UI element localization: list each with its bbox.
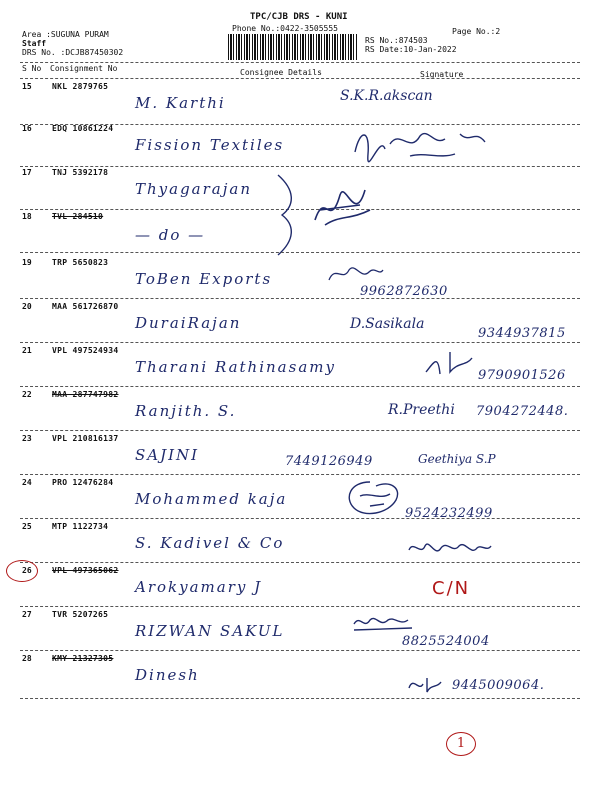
consignee-name: RIZWAN SAKUL xyxy=(135,622,285,640)
signature-scribble xyxy=(350,612,420,634)
consignee-name: DuraiRajan xyxy=(135,314,242,332)
header-divider xyxy=(20,62,580,63)
receiver-signature: R.Preethi xyxy=(388,402,455,418)
row-divider xyxy=(20,474,580,475)
receiver-signature: Geethiya S.P xyxy=(418,452,496,466)
signature-scribble xyxy=(405,674,445,696)
receiver-phone: 9344937815 xyxy=(478,326,566,341)
signature-scribble xyxy=(340,478,410,520)
consignee-name: SAJINI xyxy=(135,446,200,464)
consignee-name: — do — xyxy=(135,226,206,244)
receiver-phone: 8825524004 xyxy=(402,634,490,649)
drs-no-value: DCJB87450302 xyxy=(65,48,124,57)
staff-label: Staff xyxy=(22,39,47,48)
phone-number: Phone No.:0422-3505555 xyxy=(232,24,338,33)
row-consignment-no: MAA 561726870 xyxy=(52,302,119,311)
page-title: TPC/CJB DRS - KUNI xyxy=(250,12,348,22)
row-sno: 28 xyxy=(22,654,32,663)
barcode-image xyxy=(228,34,358,60)
receiver-phone: 7904272448. xyxy=(476,404,569,419)
row-sno: 18 xyxy=(22,212,32,221)
row-sno: 15 xyxy=(22,82,32,91)
row-sno: 19 xyxy=(22,258,32,267)
row-sno: 16 xyxy=(22,124,32,133)
row-consignment-no: VPL 497524934 xyxy=(52,346,119,355)
consignee-name: Ranjith. S. xyxy=(135,402,237,420)
area-label: Area : xyxy=(22,30,51,39)
row-consignment-no: EDQ 10861224 xyxy=(52,124,114,133)
col-consignee: Consignee Details xyxy=(240,68,322,77)
drs-no-line xyxy=(22,48,123,57)
row-consignment-no: MAA 287747982 xyxy=(52,390,119,399)
circled-page-number: 1 xyxy=(446,732,476,756)
row-consignment-no: VPL 210816137 xyxy=(52,434,119,443)
row-sno: 26 xyxy=(22,566,32,575)
consignee-name: ToBen Exports xyxy=(135,270,273,288)
row-divider xyxy=(20,386,580,387)
row-divider xyxy=(20,252,580,253)
row-consignment-no: TVL 284510 xyxy=(52,212,104,221)
row-consignment-no: PRO 12476284 xyxy=(52,478,114,487)
row-sno: 27 xyxy=(22,610,32,619)
row-sno: 24 xyxy=(22,478,32,487)
row-divider xyxy=(20,298,580,299)
consignee-name: Arokyamary J xyxy=(135,578,263,596)
row-consignment-no: MTP 1122734 xyxy=(52,522,109,531)
receiver-phone: 9445009064. xyxy=(452,678,545,693)
row-divider xyxy=(20,166,580,167)
consignee-name: Tharani Rathinasamy xyxy=(135,358,336,376)
row-consignment-no: KMY 21327305 xyxy=(52,654,114,663)
consignee-name: M. Karthi xyxy=(135,94,226,112)
row-consignment-no: VPL 497365062 xyxy=(52,566,119,575)
row-divider xyxy=(20,430,580,431)
consignee-name: Thyagarajan xyxy=(135,180,252,198)
signature-scribble xyxy=(350,124,500,169)
row-consignment-no: NKL 2879765 xyxy=(52,82,109,91)
col-signature: Signature xyxy=(420,70,464,79)
col-sno: S No xyxy=(22,64,42,73)
header-divider xyxy=(20,78,580,79)
row-divider xyxy=(20,518,580,519)
consignee-name: Fission Textiles xyxy=(135,136,285,154)
row-divider xyxy=(20,342,580,343)
area-value: SUGUNA PURAM xyxy=(50,30,109,39)
receiver-phone: 7449126949 xyxy=(285,454,373,469)
area-line xyxy=(22,30,109,39)
row-consignment-no: TRP 5650823 xyxy=(52,258,109,267)
consignee-name: Dinesh xyxy=(135,666,200,684)
row-divider xyxy=(20,698,580,699)
drs-no-label: DRS No. : xyxy=(22,48,66,57)
col-consignment: Consignment No xyxy=(50,64,118,73)
rs-date: RS Date:10-Jan-2022 xyxy=(365,45,457,54)
signature-scribble xyxy=(420,348,480,378)
row-divider xyxy=(20,562,580,563)
consignee-name: Mohammed kaja xyxy=(135,490,288,508)
page-number: Page No.:2 xyxy=(452,27,501,36)
receiver-signature: S.K.R.akscan xyxy=(340,88,433,104)
signature-scribble xyxy=(270,170,380,260)
row-consignment-no: TVR 5207265 xyxy=(52,610,109,619)
row-divider xyxy=(20,650,580,651)
consignee-name: S. Kadivel & Co xyxy=(135,534,285,552)
receiver-phone: 9524232499 xyxy=(405,506,493,521)
row-divider xyxy=(20,606,580,607)
signature-scribble xyxy=(405,536,495,562)
receiver-signature: C/N xyxy=(432,578,471,599)
receiver-signature: D.Sasikala xyxy=(350,316,425,332)
row-sno: 20 xyxy=(22,302,32,311)
rs-number: RS No.:874503 xyxy=(365,36,428,45)
row-sno: 21 xyxy=(22,346,32,355)
row-sno: 22 xyxy=(22,390,32,399)
receiver-phone: 9790901526 xyxy=(478,368,566,383)
receiver-phone: 9962872630 xyxy=(360,284,448,299)
row-sno: 25 xyxy=(22,522,32,531)
row-consignment-no: TNJ 5392178 xyxy=(52,168,109,177)
row-sno: 17 xyxy=(22,168,32,177)
row-sno: 23 xyxy=(22,434,32,443)
